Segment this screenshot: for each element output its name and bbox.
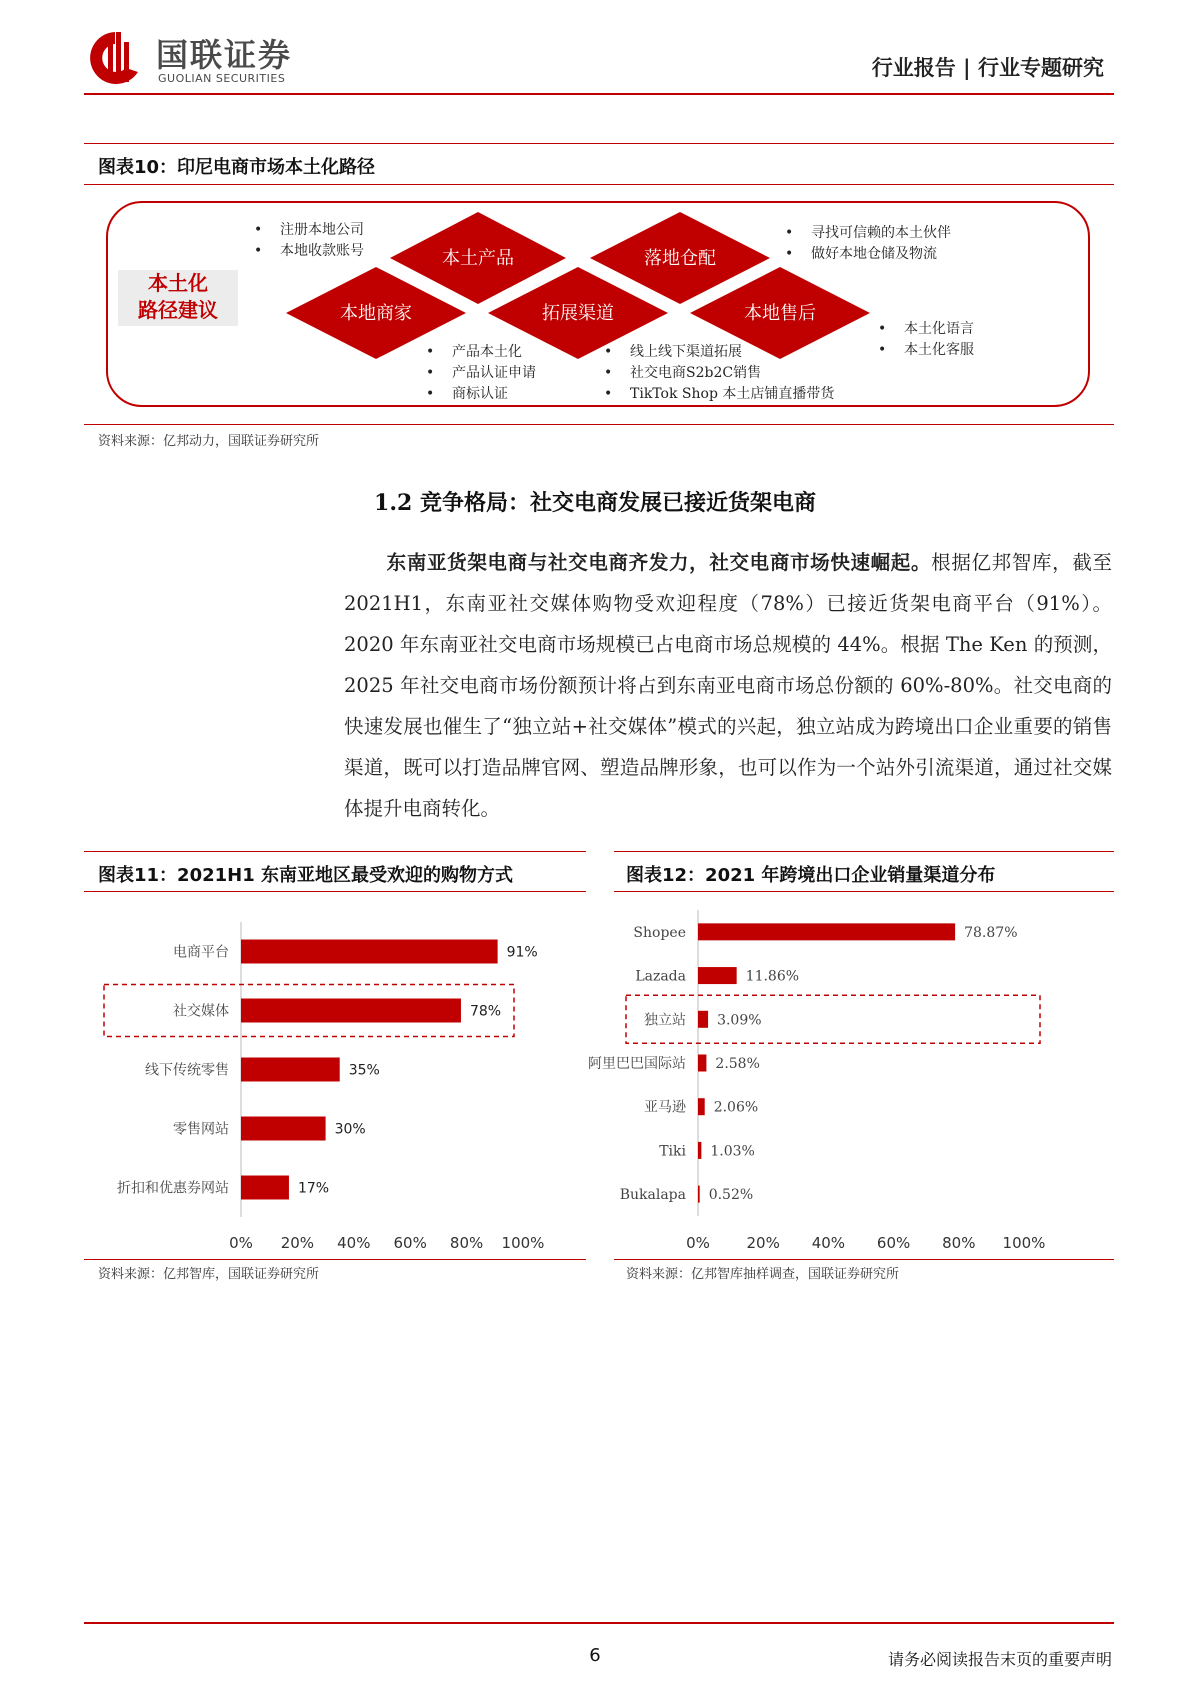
figure12-top-rule: [614, 851, 1114, 852]
category-label: 折扣和优惠券网站: [117, 1180, 229, 1197]
value-label: 17%: [297, 1180, 330, 1197]
bullets-top-right: [785, 223, 951, 265]
bullets-top-left: [254, 220, 364, 262]
value-label: 78.87%: [964, 924, 1018, 941]
bar: [241, 1058, 340, 1082]
tick-label: 40%: [811, 1234, 846, 1252]
figure11-bottom-rule: [84, 1259, 586, 1260]
chart-export-channels: [588, 900, 1114, 1260]
list-item: • 本土化语言: [878, 321, 974, 337]
figure11-title: 图表11：2021H1 东南亚地区最受欢迎的购物方式: [98, 865, 514, 886]
brand-name-en: GUOLIAN SECURITIES: [158, 72, 286, 85]
list-item: • TikTok Shop 本土店铺直播带货: [604, 386, 835, 402]
value-label: 1.03%: [710, 1143, 755, 1160]
category-label: 亚马逊: [644, 1099, 686, 1116]
value-label: 3.09%: [717, 1012, 762, 1029]
tick-label: 100%: [501, 1234, 545, 1252]
tick-label: 60%: [393, 1234, 427, 1252]
category-label: 阿里巴巴国际站: [588, 1056, 686, 1072]
bar: [698, 1186, 700, 1203]
report-type: 行业报告 | 行业专题研究: [871, 55, 1104, 80]
category-label: 电商平台: [173, 944, 229, 961]
figure11-source: 资料来源：亿邦智库，国联证券研究所: [98, 1267, 320, 1282]
tick-label: 20%: [280, 1234, 315, 1252]
figure12-bottom-rule: [614, 1259, 1114, 1260]
box-label-line2: 路径建议: [138, 298, 218, 322]
figure11-top-rule: [84, 851, 586, 852]
value-label: 35%: [348, 1062, 380, 1079]
bar: [698, 923, 955, 940]
figure11-title-rule: [84, 891, 586, 892]
value-label: 0.52%: [708, 1187, 754, 1204]
bar: [241, 999, 461, 1023]
figure10-title: 图表10：印尼电商市场本土化路径: [98, 157, 376, 178]
bar: [241, 1117, 326, 1141]
list-item: • 寻找可信赖的本土伙伴: [785, 225, 951, 241]
bar: [698, 1011, 708, 1028]
bullets-bottom-left: [426, 342, 536, 405]
category-label: 独立站: [644, 1012, 686, 1029]
category-label: 社交媒体: [173, 1003, 229, 1020]
highlight-box: [626, 995, 1040, 1043]
category-label: 零售网站: [173, 1121, 229, 1138]
value-label: 2.58%: [715, 1056, 760, 1072]
figure12-source: 资料来源：亿邦智库抽样调查，国联证券研究所: [626, 1267, 900, 1282]
value-label: 30%: [334, 1121, 366, 1138]
value-label: 2.06%: [713, 1099, 759, 1116]
list-item: • 商标认证: [426, 386, 508, 402]
diamond-label: 本地售后: [744, 303, 816, 324]
list-item: • 产品本土化: [426, 344, 522, 360]
figure10-source: 资料来源：亿邦动力，国联证券研究所: [98, 434, 320, 449]
box-label-line1: 本土化: [148, 271, 208, 295]
category-label: Tiki: [659, 1143, 686, 1160]
diamond-label: 本土产品: [442, 248, 514, 269]
value-label: 11.86%: [745, 968, 800, 985]
list-item: • 产品认证申请: [426, 365, 536, 381]
tick-label: 20%: [746, 1234, 780, 1252]
bullets-bottom-mid: [604, 342, 834, 405]
bar: [241, 1176, 289, 1200]
category-label: Lazada: [635, 968, 686, 985]
diamond-label: 拓展渠道: [542, 303, 614, 324]
bar: [698, 967, 737, 984]
body-paragraph: [344, 542, 1112, 829]
paragraph-body: 根据亿邦智库，截至 2021H1，东南亚社交媒体购物受欢迎程度（78%）已接近货架电商平台（91%）。2020 年东南亚社交电商市场规模已占电商市场总规模的 44%。根据 The Ken 的预测，2025 年社交电商市场份额预计将占到东南亚电商市场总份额的 60%-80%。社交电商的快速发展也催生了“独立站+社交媒体”模式的兴起，独立站成为跨境出口企业重要的销售渠道，既可以打造品牌官网、塑造品牌形象，也可以作为一个站外引流渠道，通过社交媒体提升电商转化。: [344, 551, 1112, 820]
diamond-label: 落地仓配: [644, 248, 716, 269]
value-label: 78%: [469, 1003, 502, 1020]
list-item: • 社交电商S2b2C销售: [604, 365, 762, 381]
figure12-title-rule: [614, 891, 1114, 892]
tick-label: 0%: [229, 1234, 253, 1252]
list-item: • 本土化客服: [878, 342, 974, 358]
category-label: Shopee: [633, 924, 686, 941]
bullets-right: [878, 319, 974, 361]
bar: [698, 1055, 706, 1072]
bar: [698, 1098, 705, 1115]
tick-label: 80%: [449, 1234, 484, 1252]
diamond-label: 本地商家: [340, 303, 412, 324]
figure10-bottom-rule: [84, 424, 1114, 425]
list-item: • 做好本地仓储及物流: [785, 246, 937, 262]
bar: [698, 1142, 701, 1159]
tick-label: 0%: [686, 1234, 710, 1252]
section-heading: 1.2 竞争格局：社交电商发展已接近货架电商: [374, 490, 816, 516]
list-item: • 注册本地公司: [254, 222, 364, 238]
value-label: 91%: [506, 944, 538, 961]
tick-label: 40%: [337, 1234, 371, 1252]
bar: [241, 940, 498, 964]
brand-name-cn: 国联证券: [156, 36, 293, 74]
list-item: • 本地收款账号: [254, 243, 364, 259]
tick-label: 80%: [942, 1234, 976, 1252]
footer-disclaimer: 请务必阅读报告末页的重要声明: [887, 1650, 1112, 1669]
page-number: 6: [589, 1645, 601, 1666]
list-item: • 线上线下渠道拓展: [604, 344, 742, 360]
figure12-title: 图表12：2021 年跨境出口企业销量渠道分布: [626, 865, 996, 886]
category-label: 线下传统零售: [145, 1062, 229, 1079]
chart-shopping-methods: [84, 900, 586, 1260]
tick-label: 100%: [1002, 1234, 1046, 1252]
tick-label: 60%: [876, 1234, 911, 1252]
footer-divider: [84, 1622, 1114, 1624]
diamond-diagram: [0, 0, 1190, 440]
paragraph-lead: 东南亚货架电商与社交电商齐发力，社交电商市场快速崛起。: [386, 551, 932, 574]
category-label: Bukalapa: [619, 1187, 686, 1204]
